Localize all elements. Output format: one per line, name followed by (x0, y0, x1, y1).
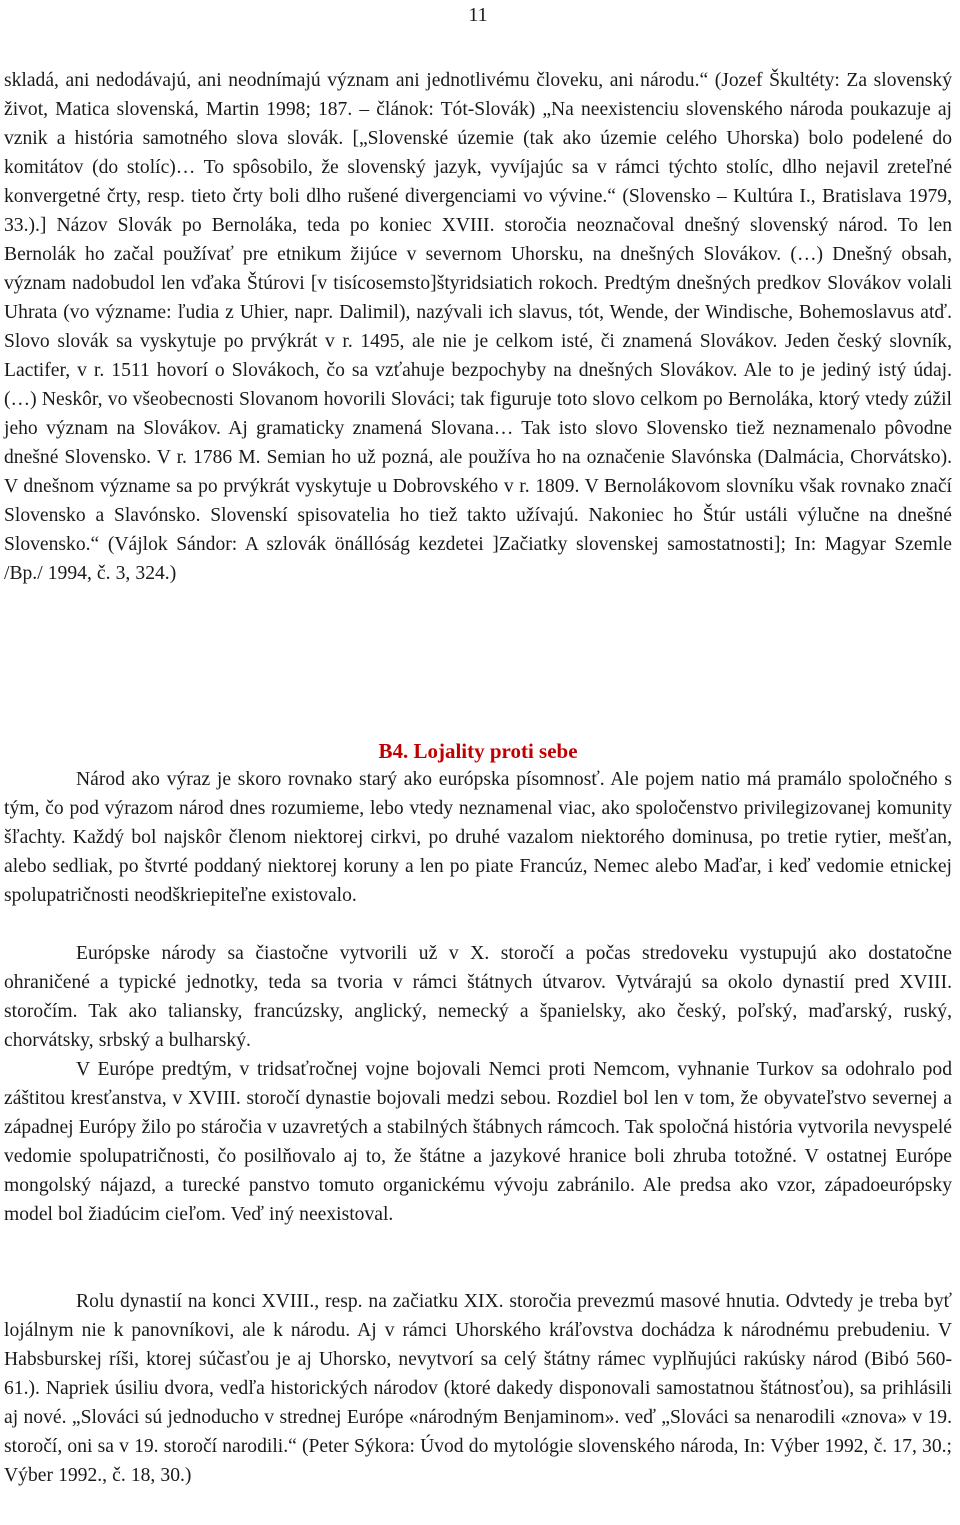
document-page (4, 0, 952, 1525)
b4-paragraph-1: Národ ako výraz je skoro rovnako starý ako európska písomnosť. Ale pojem natio má pramálo spoločného s tým, čo pod výrazom národ dnes rozumieme, lebo vtedy neznamenal viac, ako spoločenstvo privilegizovanej komunity šľachty. Každý bol najskôr členom niektorej cirkvi, po druhé vazalom niektorého dominusa, po tretie rytier, mešťan, alebo sedliak, po štvrté poddaný niektorej koruny a len po piate Francúz, Nemec alebo Maďar, i keď vedomie etnickej spolupatričnosti neodškriepiteľne existovalo. (4, 769, 952, 906)
b4-paragraph-3: V Európe predtým, v tridsaťročnej vojne bojovali Nemci proti Nemcom, vyhnanie Turkov sa odohralo pod záštitou kresťanstva, v XVIII. storočí dynastie bojovali medzi sebou. Rozdiel bol len v tom, že obyvateľstvo severnej a západnej Európy žilo po stáročia v uzavretých a stabilných štábnych rámcoch. Tak spoločná história vytvorila nevyspelé vedomie spolupatričnosti, čo posilňovalo aj to, že štátne a jazykové hranice boli zhruba totožné. V ostatnej Európe mongolský nájazd, a turecké panstvo tomuto organickému vývoju zabránilo. Ale predsa ako vzor, západoeurópsky model bol žiadúcim cieľom. Veď iný neexistoval. (4, 1059, 952, 1225)
section-heading-b4: B4. Lojality proti sebe (378, 739, 578, 763)
b4-paragraph-4: Rolu dynastií na konci XVIII., resp. na začiatku XIX. storočia prevezmú masové hnutia. Odvtedy je treba byť lojálnym nie k panovníkovi, ale k národu. Aj v rámci Uhorského kráľovstva dochádza k národnému prebudeniu. V Habsburskej ríši, ktorej súčasťou je aj Uhorsko, nevytvorí sa celý štátny rámec vyplňujúci rakúsky národ (Bibó 560-61.). Napriek úsiliu dvora, vedľa historických národov (ktoré dakedy disponovali samostatnou štátnosťou), sa prihlásili aj nové. „Slováci sú jednoducho v strednej Európe «národným Benjaminom». veď „Slováci sa nenarodili «znova» v 19. storočí, oni sa v 19. storočí narodili.“ (Peter Sýkora: Úvod do mytológie slovenského národa, In: Výber 1992, č. 17, 30.; Výber 1992., č. 18, 30.) (4, 1291, 952, 1486)
b4-paragraph-2: Európske národy sa čiastočne vytvorili už v X. storočí a počas stredoveku vystupujú ako dostatočne ohraničené a typické jednotky, teda sa tvoria v rámci štátnych útvarov. Vytvárajú sa okolo dynastií pred XVIII. storočím. Tak ako taliansky, francúzsky, anglický, nemecký a španielsky, ako český, poľský, maďarský, ruský, chorvátsky, srbský a bulharský. (4, 943, 952, 1051)
page-number: 11 (468, 4, 488, 26)
intro-paragraph: skladá, ani nedodávajú, ani neodnímajú význam ani jednotlivému človeku, ani národu.“ (Jozef Škultéty: Za slovenský život, Matica slovenská, Martin 1998; 187. – článok: Tót-Slovák) „Na neexistenciu slovenského národa poukazuje aj vznik a história samotného slova slovák. [„Slovenské územie (tak ako územie celého Uhorska) bolo podelené do komitátov (do stolíc)… To spôsobilo, že slovenský jazyk, vyvíjajúc sa v rámci týchto stolíc, dlho nejavil zreteľné konvergetné črty, resp. tieto črty boli dlho rušené divergenciami vo vývine.“ (Slovensko – Kultúra I., Bratislava 1979, 33.).] Názov Slovák po Bernoláka, teda po koniec XVIII. storočia neoznačoval dnešný slovenský národ. To len Bernolák ho začal používať pre etnikum žijúce v severnom Uhorsku, na dnešných Slovákov. (…) Dnešný obsah, význam nadobudol len vďaka Štúrovi [v tisícosemsto]štyridsiatich rokoch. Predtým dnešných predkov Slovákov volali Uhrata (vo význame: ľudia z Uhier, napr. Dalimil), nazývali ich slavus, tót, Wende, der Windische, Bohemoslavus atď. Slovo slovák sa vyskytuje po prvýkrát v r. 1495, ale nie je celkom isté, či znamená Slovákov. Jeden český slovník, Lactifer, v r. 1511 hovorí o Slovákoch, čo sa vzťahuje bezpochyby na dnešných Slovákov. Ale to je jediný istý údaj. (…) Neskôr, vo všeobecnosti Slovanom hovorili Slováci; tak figuruje toto slovo celkom po Bernoláka, ktorý vtedy zúžil jeho význam na Slovákov. Aj gramaticky znamená Slovana… Tak isto slovo Slovensko tiež neznamenalo pôvodne dnešné Slovensko. V r. 1786 M. Semian ho už pozná, ale používa ho na označenie Slavónska (Dalmácia, Chorvátsko). V dnešnom význame sa po prvýkrát vyskytuje u Dobrovského v r. 1809. V Bernolákovom slovníku však rovnako značí Slovensko a Slavónsko. Slovenskí spisovatelia ho tiež takto užívajú. Nakoniec ho Štúr ustáli výlučne na dnešné Slovensko.“ (Vájlok Sándor: A szlovák önállóság kezdetei ]Začiatky slovenskej samostatnosti]; In: Magyar Szemle /Bp./ 1994, č. 3, 324.) (4, 70, 952, 584)
